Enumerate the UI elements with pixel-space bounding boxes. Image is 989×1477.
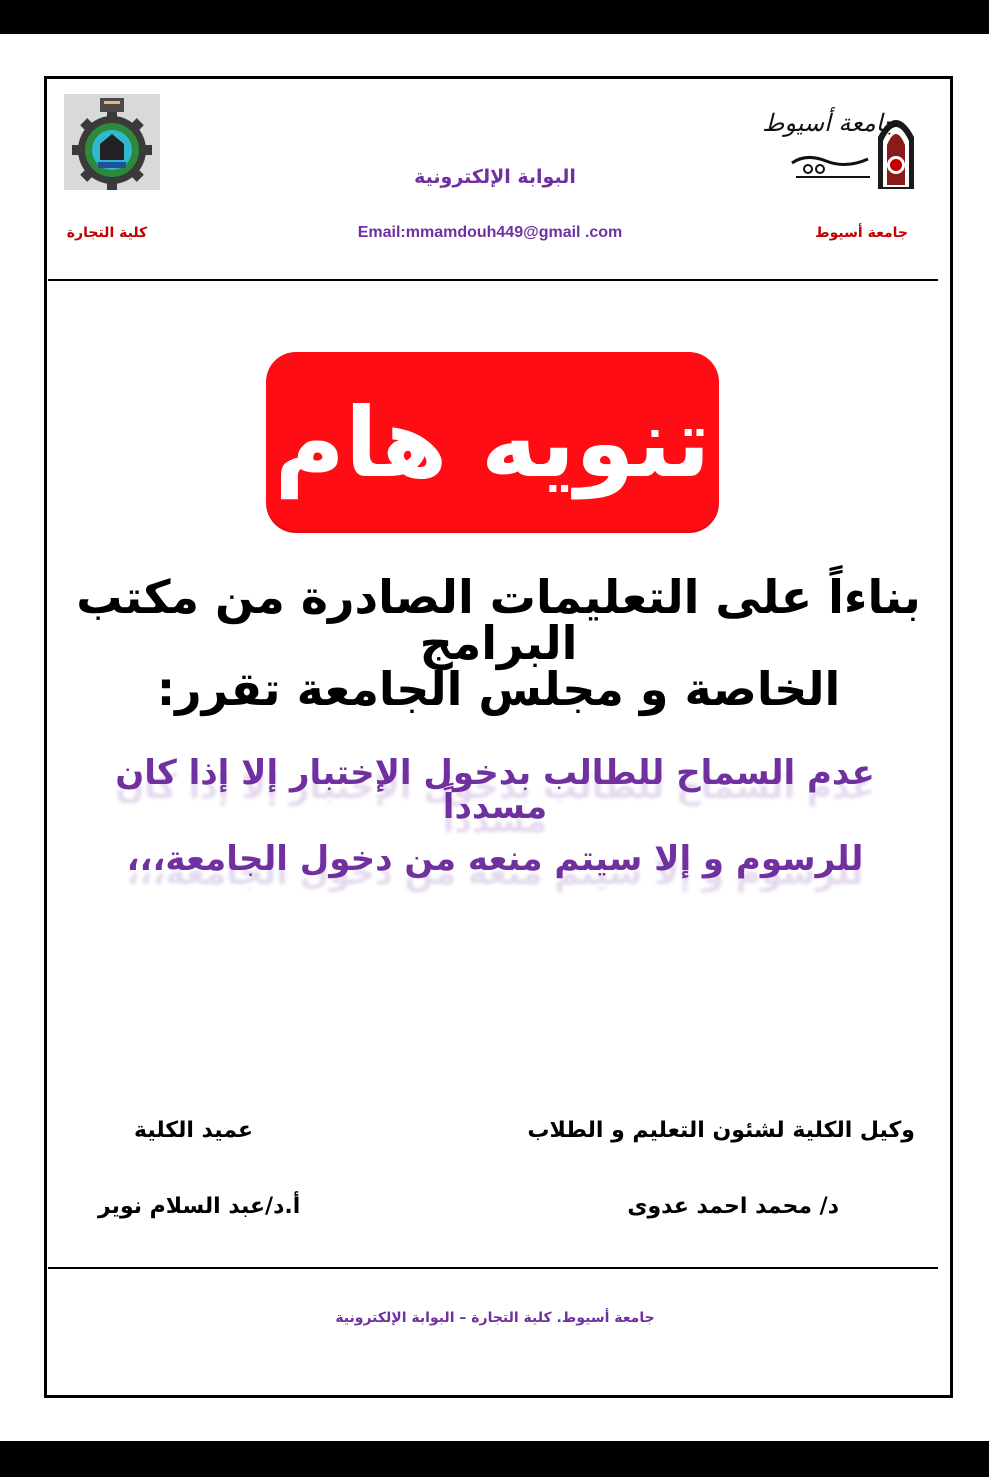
gear-emblem-icon: [64, 94, 160, 190]
headline-line-2: الخاصة و مجلس الجامعة تقرر:: [156, 662, 841, 716]
decision-line-2: للرسوم و إلا سيتم منعه من دخول الجامعة،،،: [126, 839, 864, 879]
document-page: [0, 34, 989, 1441]
headline-line-1: بناءاً على التعليمات الصادرة من مكتب البرامج: [76, 570, 921, 670]
important-notice-badge: تنويه هام: [266, 352, 719, 533]
vice-dean-name: د/ محمد احمد عدوى: [627, 1194, 839, 1219]
faculty-logo: [64, 94, 160, 190]
university-logo: [762, 99, 916, 191]
faculty-name: كلية التجارة: [66, 225, 148, 241]
dean-title: عميد الكلية: [134, 1118, 254, 1143]
footer-divider: [48, 1267, 938, 1269]
university-name: جامعة أسيوط: [815, 225, 908, 241]
dean-name: أ.د/عبد السلام نوير: [98, 1194, 301, 1219]
decision-line-1: عدم السماح للطالب بدخول الإختبار إلا إذا كان مسدداً: [115, 753, 875, 827]
university-logo-text: جامعة أسيوط: [762, 109, 898, 137]
vice-dean-title: وكيل الكلية لشئون التعليم و الطلاب: [527, 1118, 915, 1143]
header-divider: [48, 279, 938, 281]
footer-text: جامعة أسيوط. كلية التجارة – البوابة الإلكترونية: [335, 1310, 655, 1326]
portal-title: البوابة الإلكترونية: [414, 166, 576, 188]
email-contact: Email:mmamdouh449@gmail .com: [357, 224, 623, 241]
